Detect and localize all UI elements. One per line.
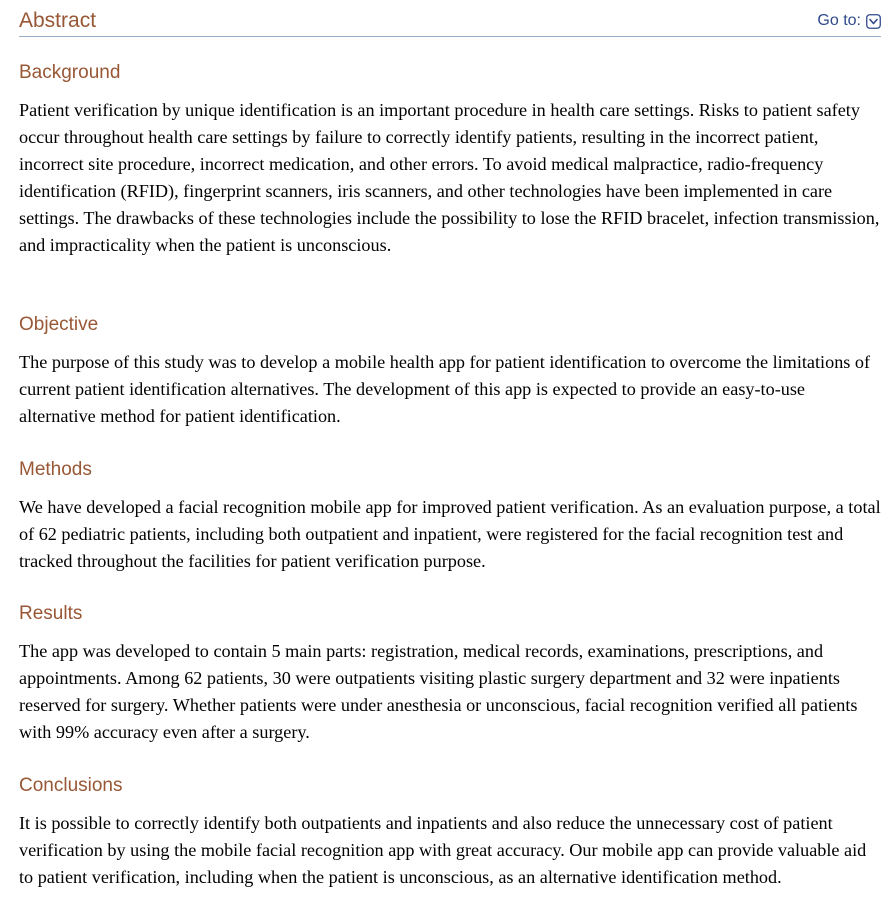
section-objective [19,313,881,430]
section-text-objective: The purpose of this study was to develop a mobile health app for patient identification to overcome the limitations of current patient identification alternatives. The development of this app is expected to provide an easy-to-use alternative method for patient identification. [19,352,871,426]
section-conclusions [19,774,881,891]
section-methods [19,458,881,575]
chevron-down-icon[interactable] [866,14,881,29]
section-heading-conclusions: Conclusions [19,775,123,796]
section-text-background: Patient verification by unique identification is an important procedure in health care settings. Risks to patient safety occur throughout health care settings by failure to correctly identify patients, resulting in the incorrect patient, incorrect site procedure, incorrect medication, and other errors. To avoid medical malpractice, radio-frequency identification (RFID), fingerprint scanners, iris scanners, and other technologies have been implemented in care settings. The drawbacks of these technologies include the possibility to lose the RFID bracelet, infection transmission, and impracticality when the patient is unconscious. [19,100,880,255]
goto-menu-button[interactable] [817,11,881,31]
section-heading-methods: Methods [19,459,92,480]
section-background [19,61,881,259]
section-text-results: The app was developed to contain 5 main parts: registration, medical records, examinations, prescriptions, and appointments. Among 62 patients, 30 were outpatients visiting plastic surgery department and 32 were inpatients reserved for surgery. Whether patients were under anesthesia or unconscious, facial recognition verified all patients with 99% accuracy even after a surgery. [19,641,858,742]
section-text-conclusions: It is possible to correctly identify both outpatients and inpatients and also reduce the unnecessary cost of patient verification by using the mobile facial recognition app with great accuracy. Our mobile app can provide valuable aid to patient verification, including when the patient is unconscious, as an alternative identification method. [19,813,867,887]
abstract-header [19,0,881,37]
section-results [19,602,881,746]
section-heading-results: Results [19,603,83,624]
section-heading-background: Background [19,62,121,83]
abstract-section [19,0,881,887]
goto-label: Go to: [817,12,861,29]
section-text-methods: We have developed a facial recognition mobile app for improved patient verification. As an evaluation purpose, a total of 62 pediatric patients, including both outpatient and inpatient, were registered for the facial recognition test and tracked throughout the facilities for patient verification purpose. [19,497,881,571]
abstract-title: Abstract [19,9,97,32]
section-heading-objective: Objective [19,314,99,335]
